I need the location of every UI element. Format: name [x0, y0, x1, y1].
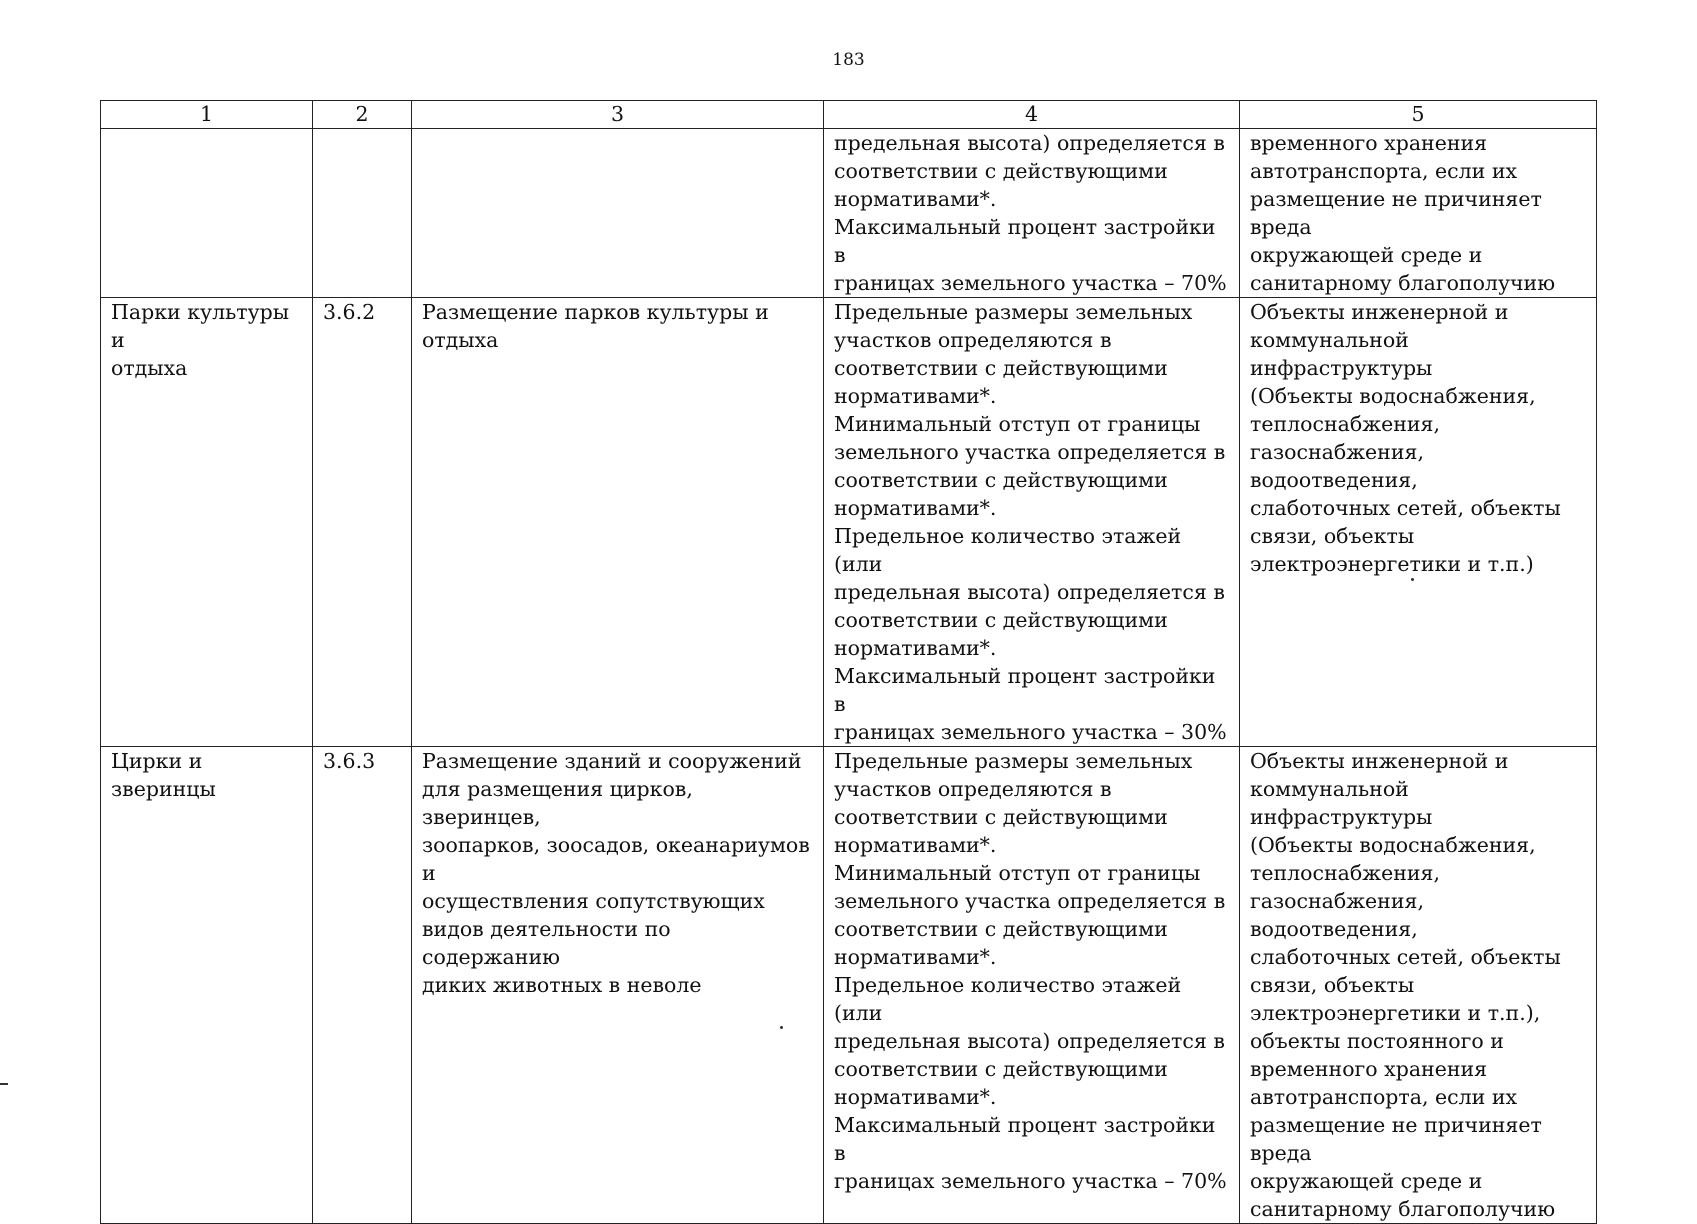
use-code-cell: [313, 298, 412, 747]
parameters-text: предельная высота) определяется в соответствии с действующими нормативами*. Максимальный процент застройки в границах земельного участка – 70%: [834, 131, 1227, 295]
table-body: [101, 129, 1597, 1224]
column-header-1: 1: [101, 101, 313, 129]
page-number: 183: [832, 50, 865, 70]
parameters-cell: [824, 129, 1240, 298]
auxiliary-uses-cell: [1240, 298, 1597, 747]
use-description: Размещение зданий и сооружений для размещения цирков, зверинцев, зоопарков, зоосадов, океанариумов и осуществления сопутствующих видов деятельности по содержанию диких животных в неволе: [422, 749, 810, 997]
auxiliary-uses-text: Объекты инженерной и коммунальной инфраструктуры (Объекты водоснабжения, теплоснабжения, газоснабжения, водоотведения, слаботочных сетей, объекты связи, объекты электроэнергетики и т.п.), объекты постоянного и временного хранения автотранспорта, если их размещение не причиняет вреда окружающей среде и санитарному благополучию: [1250, 749, 1561, 1221]
regulations-table: [100, 100, 1597, 1224]
use-code-cell: [313, 129, 412, 298]
use-name-cell: [101, 747, 313, 1224]
column-header-5: 5: [1240, 101, 1597, 129]
table-row: [101, 298, 1597, 747]
use-name-cell: [101, 298, 313, 747]
use-name-cell: [101, 129, 313, 298]
table-row: [101, 129, 1597, 298]
auxiliary-uses-text: временного хранения автотранспорта, если их размещение не причиняет вреда окружающей среде и санитарному благополучию: [1250, 131, 1556, 295]
parameters-text: Предельные размеры земельных участков определяются в соответствии с действующими нормативами*. Минимальный отступ от границы земельного участка определяется в соответствии с действующими нормативами*. Предельное количество этажей (или предельная высота) определяется в соответствии с действующими нормативами*. Максимальный процент застройки в границах земельного участка – 30%: [834, 300, 1227, 744]
use-name: Цирки и зверинцы: [111, 749, 216, 801]
header-row: [101, 101, 1597, 129]
use-name: Парки культуры и отдыха: [111, 300, 290, 380]
scan-edge-mark: [0, 1083, 8, 1085]
parameters-cell: [824, 298, 1240, 747]
column-header-2: 2: [313, 101, 412, 129]
use-code: 3.6.2: [323, 300, 376, 324]
auxiliary-uses-cell: [1240, 129, 1597, 298]
auxiliary-uses-cell: [1240, 747, 1597, 1224]
table-header: [101, 101, 1597, 129]
scan-speck: [1411, 578, 1414, 581]
scan-speck: [780, 1026, 783, 1029]
use-description-cell: [412, 747, 824, 1224]
use-description-cell: [412, 129, 824, 298]
column-header-3: 3: [412, 101, 824, 129]
column-header-4: 4: [824, 101, 1240, 129]
use-code: 3.6.3: [323, 749, 376, 773]
use-code-cell: [313, 747, 412, 1224]
parameters-cell: [824, 747, 1240, 1224]
use-description-cell: [412, 298, 824, 747]
use-description: Размещение парков культуры и отдыха: [422, 300, 769, 352]
table-row: [101, 747, 1597, 1224]
parameters-text: Предельные размеры земельных участков определяются в соответствии с действующими нормативами*. Минимальный отступ от границы земельного участка определяется в соответствии с действующими нормативами*. Предельное количество этажей (или предельная высота) определяется в соответствии с действующими нормативами*. Максимальный процент застройки в границах земельного участка – 70%: [834, 749, 1227, 1193]
auxiliary-uses-text: Объекты инженерной и коммунальной инфраструктуры (Объекты водоснабжения, теплоснабжения, газоснабжения, водоотведения, слаботочных сетей, объекты связи, объекты электроэнергетики и т.п.): [1250, 300, 1561, 576]
